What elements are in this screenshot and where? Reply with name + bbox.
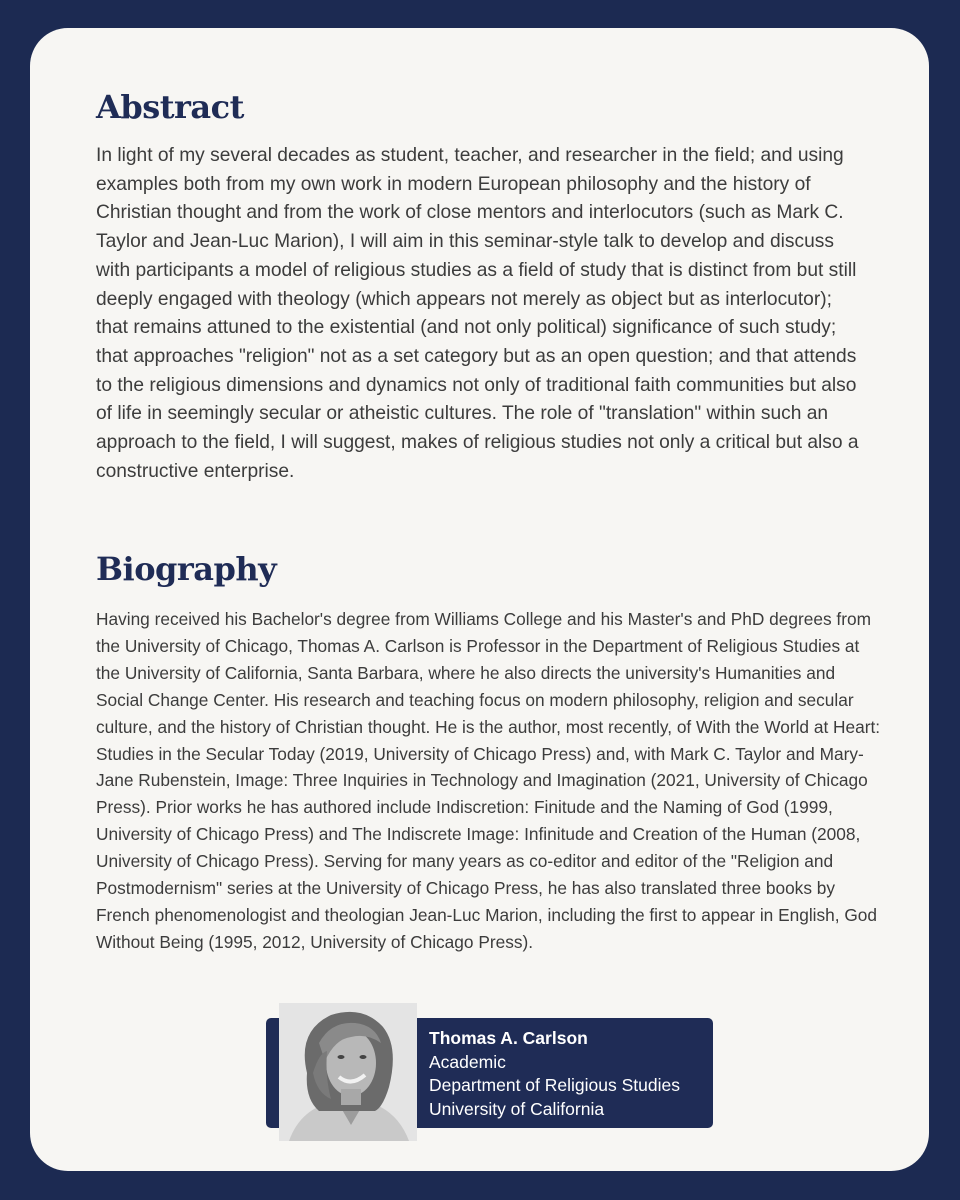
profile-info	[429, 1027, 680, 1121]
biography-body: Having received his Bachelor's degree from Williams College and his Master's and PhD degrees from the University of Chicago, Thomas A. Carlson is Professor in the Department of Religious Studies at the University of California, Santa Barbara, where he also directs the university's Humanities and Social Change Center. His research and teaching focus on modern philosophy, religion and secular culture, and the history of Christian thought. He is the author, most recently, of With the World at Heart: Studies in the Secular Today (2019, University of Chicago Press) and, with Mark C. Taylor and Mary-Jane Rubenstein, Image: Three Inquiries in Technology and Imagination (2021, University of Chicago Press). Prior works he has authored include Indiscretion: Finitude and the Naming of God (1999, University of Chicago Press) and The Indiscrete Image: Infinitude and Creation of the Human (2008, University of Chicago Press). Serving for many years as co-editor and editor of the "Religion and Postmodernism" series at the University of Chicago Press, he has also translated three books by French phenomenologist and theologian Jean-Luc Marion, including the first to appear in English, God Without Being (1995, 2012, University of Chicago Press).	[96, 609, 881, 952]
portrait-image	[279, 1003, 417, 1141]
biography-heading: Biography	[96, 550, 277, 588]
speaker-photo	[279, 1003, 417, 1141]
speaker-role: Academic	[429, 1051, 506, 1072]
abstract-heading: Abstract	[96, 88, 244, 126]
speaker-department: Department of Religious Studies	[429, 1075, 680, 1095]
speaker-institution: University of California	[429, 1098, 605, 1119]
speaker-name: Thomas A. Carlson	[429, 1028, 588, 1048]
abstract-body: In light of my several decades as student, teacher, and researcher in the field; and using examples both from my own work in modern European philosophy and the history of Christian thought and from the work of close mentors and interlocutors (such as Mark C. Taylor and Jean-Luc Marion), I will aim in this seminar-style talk to develop and discuss with participants a model of religious studies as a field of study that is distinct from but still deeply engaged with theology (which appears not merely as object but as interlocutor); that remains attuned to the existential (and not only political) significance of such study; that approaches "religion" not as a set category but as an open question; and that attends to the religious dimensions and dynamics not only of traditional faith communities but also of life in seemingly secular or atheistic cultures. The role of "translation" within such an approach to the field, I will suggest, makes of religious studies not only a critical but also a constructive enterprise.	[96, 145, 859, 482]
